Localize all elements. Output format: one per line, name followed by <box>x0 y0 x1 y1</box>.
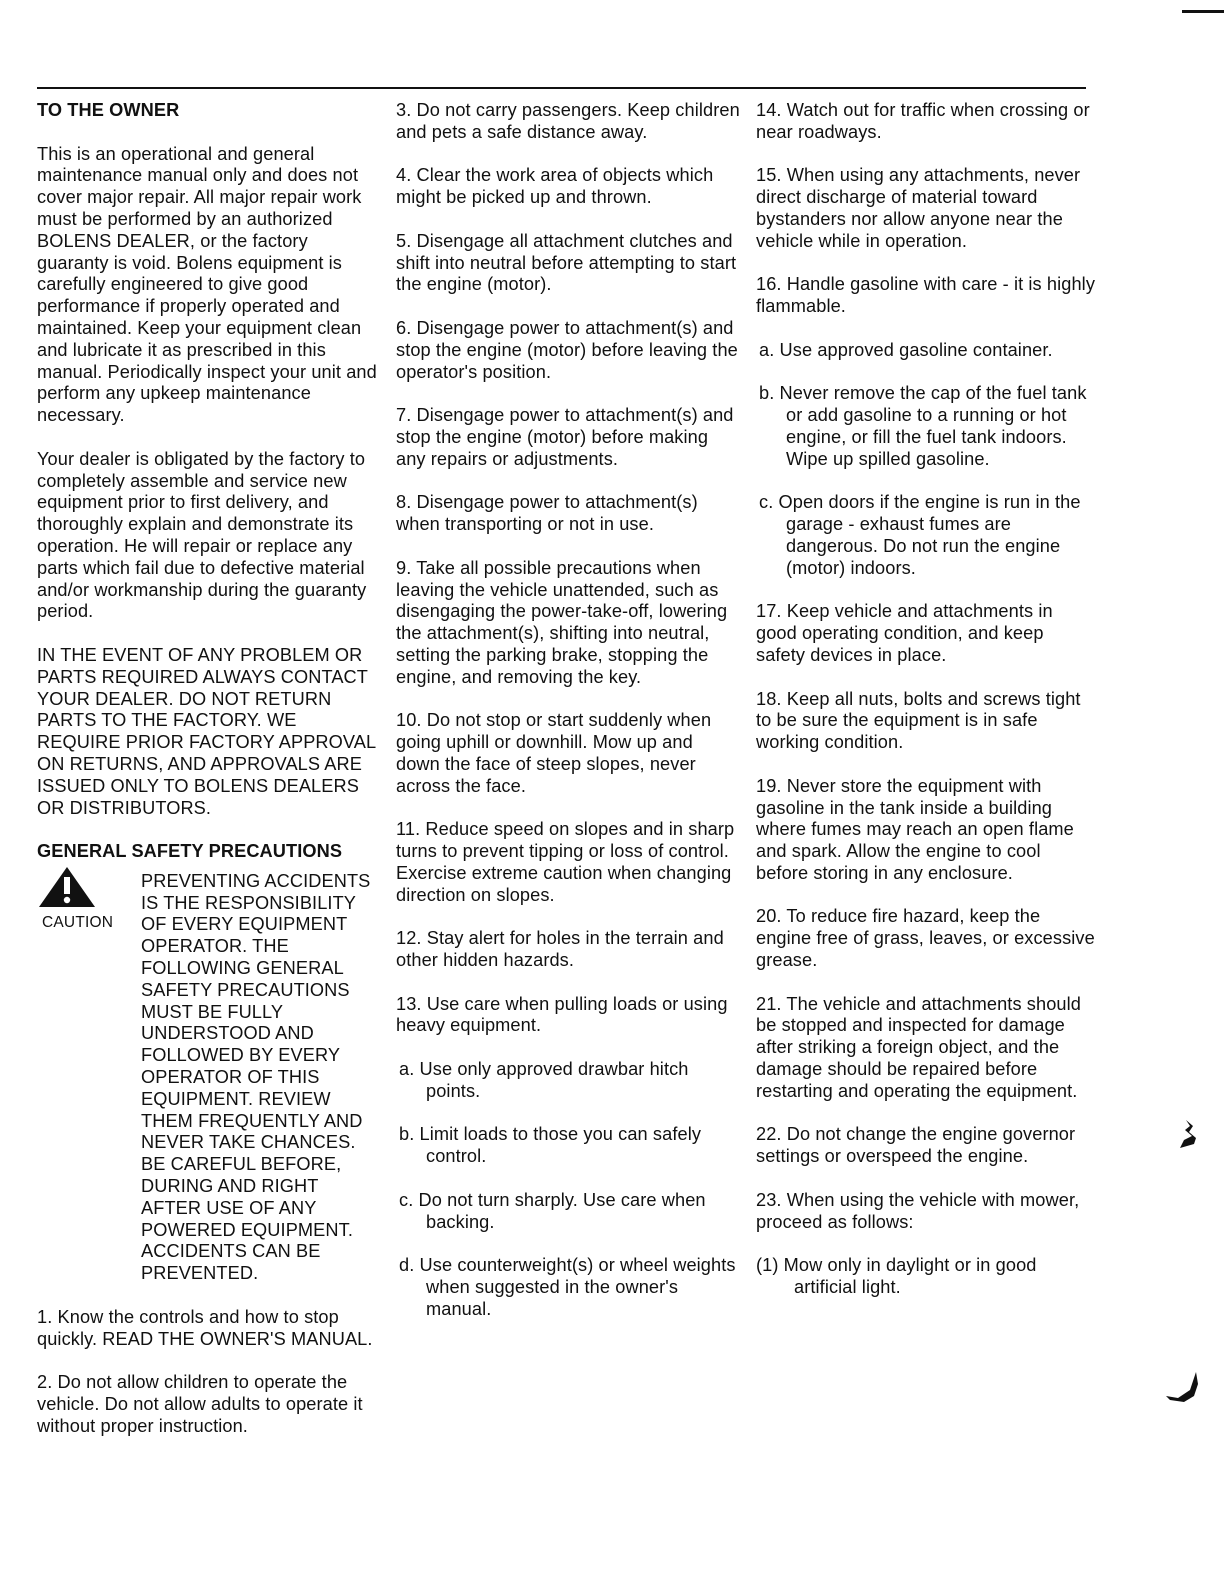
column-3 <box>756 100 1096 1321</box>
safety-item-10: 10. Do not stop or start suddenly when going uphill or downhill. Mow up and down the face of steep slopes, never across the face. <box>396 710 712 796</box>
safety-item-13: 13. Use care when pulling loads or using heavy equipment. <box>396 993 728 1036</box>
safety-item-12: 12. Stay alert for holes in the terrain and other hidden hazards. <box>396 928 724 971</box>
safety-item-20: 20. To reduce fire hazard, keep the engine free of grass, leaves, or excessive grease. <box>756 906 1095 971</box>
safety-item-23-1: (1) Mow only in daylight or in good artificial light. <box>756 1255 1037 1298</box>
safety-item-9: 9. Take all possible precautions when leaving the vehicle unattended, such as disengaging the power-take-off, lowering the attachment(s), shifting into neutral, setting the parking brake, stopping the engine, and removing the key. <box>396 557 728 687</box>
safety-item-16: 16. Handle gasoline with care - it is highly flammable. <box>756 274 1096 317</box>
safety-item-2: 2. Do not allow children to operate the vehicle. Do not allow adults to operate it without proper instruction. <box>37 1372 363 1436</box>
to-owner-paragraph-1: This is an operational and general maintenance manual only and does not cover major repair. All major repair work must be performed by an authorized BOLENS DEALER, or the factory guaranty is void. Bolens equipment is carefully engineered to give good performance if properly operated and maintained. Keep your equipment clean and lubricate it as prescribed in this manual. Periodically inspect your unit and perform any upkeep maintenance necessary. <box>37 143 377 426</box>
scan-speck <box>1164 1370 1202 1406</box>
safety-item-13b: b. Limit loads to those you can safely control. <box>399 1124 702 1167</box>
column-2 <box>396 100 741 1342</box>
safety-item-21: 21. The vehicle and attachments should be stopped and inspected for damage after striking a foreign object, and the damage should be repaired before restarting and operating the equipment. <box>756 993 1081 1101</box>
safety-item-1: 1. Know the controls and how to stop quickly. READ THE OWNER'S MANUAL. <box>37 1306 373 1349</box>
safety-item-14: 14. Watch out for traffic when crossing or near roadways. <box>756 100 1090 142</box>
scan-speck <box>1176 1118 1200 1152</box>
column-1 <box>37 100 382 1459</box>
safety-item-8: 8. Disengage power to attachment(s) when transporting or not in use. <box>396 492 698 535</box>
safety-item-15: 15. When using any attachments, never direct discharge of material toward bystanders nor allow anyone near the vehicle while in operation. <box>756 165 1081 251</box>
safety-item-7: 7. Disengage power to attachment(s) and stop the engine (motor) before making any repairs or adjustments. <box>396 405 734 469</box>
safety-item-19: 19. Never store the equipment with gasoline in the tank inside a building where fumes may reach an open flame and spark. Allow the engine to cool before storing in any enclosure. <box>756 775 1074 883</box>
safety-item-4: 4. Clear the work area of objects which might be picked up and thrown. <box>396 165 714 208</box>
safety-item-23: 23. When using the vehicle with mower, proceed as follows: <box>756 1189 1080 1232</box>
caution-text: PREVENTING ACCIDENTS IS THE RESPONSIBILITY OF EVERY EQUIPMENT OPERATOR. THE FOLLOWING GENERAL SAFETY PRECAUTIONS MUST BE FULLY UNDERSTOOD AND FOLLOWED BY EVERY OPERATOR OF THIS EQUIPMENT. REVIEW THEM FREQUENTLY AND NEVER TAKE CHANCES. BE CAREFUL BEFORE, DURING AND RIGHT AFTER USE OF ANY POWERED EQUIPMENT. ACCIDENTS CAN BE PREVENTED. <box>141 870 371 1284</box>
safety-item-16a: a. Use approved gasoline container. <box>759 339 1053 360</box>
safety-item-3: 3. Do not carry passengers. Keep children and pets a safe distance away. <box>396 100 740 142</box>
safety-item-5: 5. Disengage all attachment clutches and shift into neutral before attempting to start the engine (motor). <box>396 230 737 295</box>
safety-item-6: 6. Disengage power to attachment(s) and stop the engine (motor) before leaving the operator's position. <box>396 317 738 382</box>
safety-item-13d: d. Use counterweight(s) or wheel weights when suggested in the owner's manual. <box>399 1255 736 1319</box>
safety-item-18: 18. Keep all nuts, bolts and screws tight to be sure the equipment is in safe working condition. <box>756 688 1081 753</box>
safety-item-17: 17. Keep vehicle and attachments in good operating condition, and keep safety devices in place. <box>756 601 1053 665</box>
safety-heading: GENERAL SAFETY PRECAUTIONS <box>37 841 343 862</box>
caution-block <box>37 871 382 1285</box>
safety-item-13c: c. Do not turn sharply. Use care when backing. <box>399 1189 706 1232</box>
safety-item-16c: c. Open doors if the engine is run in the garage - exhaust fumes are dangerous. Do not run the engine (motor) indoors. <box>759 492 1081 578</box>
safety-item-13a: a. Use only approved drawbar hitch points. <box>399 1059 689 1101</box>
safety-item-16b: b. Never remove the cap of the fuel tank or add gasoline to a running or hot engine, or fill the fuel tank indoors. Wipe up spilled gasoline. <box>759 383 1087 469</box>
to-owner-paragraph-3: IN THE EVENT OF ANY PROBLEM OR PARTS REQUIRED ALWAYS CONTACT YOUR DEALER. DO NOT RETURN PARTS TO THE FACTORY. WE REQUIRE PRIOR FACTORY APPROVAL ON RETURNS, AND APPROVALS ARE ISSUED ONLY TO BOLENS DEALERS OR DISTRIBUTORS. <box>37 644 376 818</box>
safety-item-11: 11. Reduce speed on slopes and in sharp turns to prevent tipping or loss of control. Exercise extreme caution when changing direction on slopes. <box>396 819 735 905</box>
to-owner-heading: TO THE OWNER <box>37 100 180 120</box>
header-rule <box>37 87 1086 89</box>
to-owner-paragraph-2: Your dealer is obligated by the factory to completely assemble and service new equipment prior to first delivery, and thoroughly explain and demonstrate its operation. He will repair or replace any parts which fail due to defective material and/or workmanship during the guaranty period. <box>37 448 367 622</box>
caution-label: CAUTION <box>42 913 114 931</box>
corner-mark <box>1182 10 1224 13</box>
safety-item-22: 22. Do not change the engine governor settings or overspeed the engine. <box>756 1124 1076 1167</box>
